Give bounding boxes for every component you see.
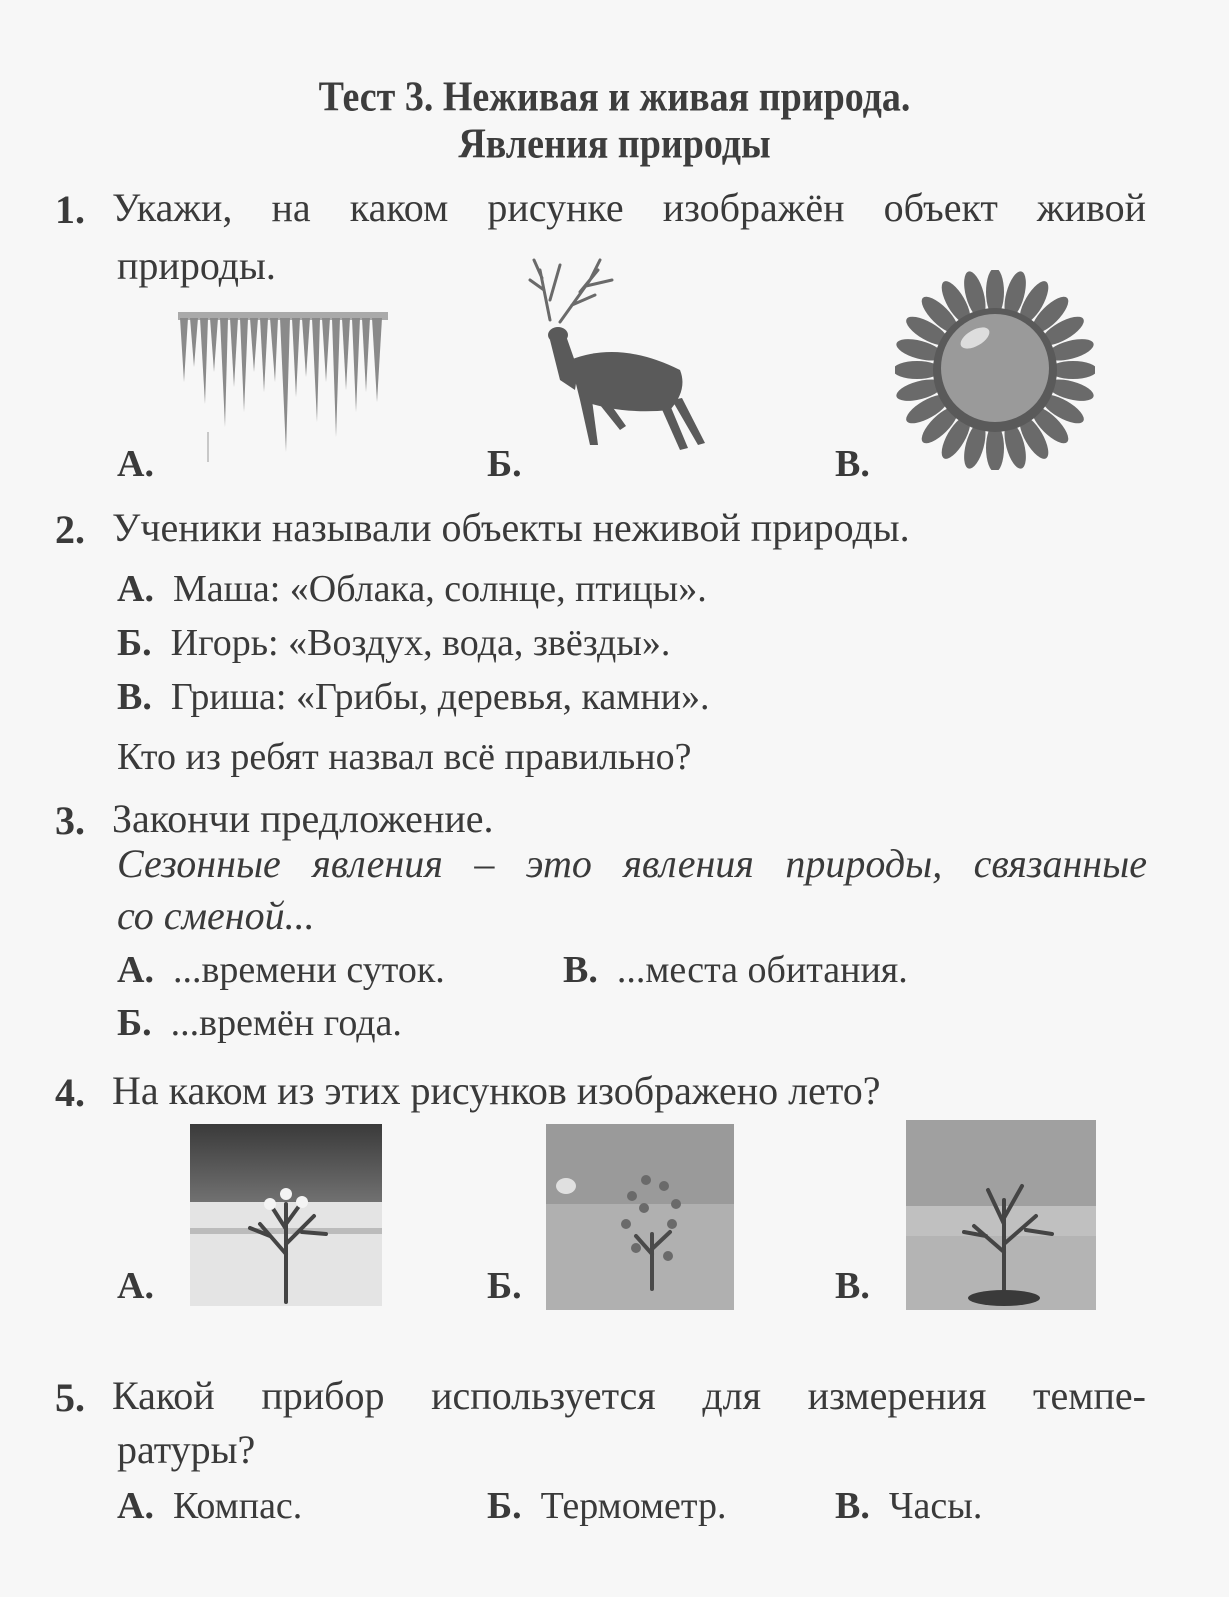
option-text: Термометр. (540, 1485, 727, 1527)
question-5-option-a[interactable] (117, 1484, 302, 1528)
option-text: Компас. (172, 1485, 303, 1527)
option-label: В. (117, 676, 152, 718)
option-text: Часы. (888, 1485, 983, 1527)
question-4-option-b-label[interactable]: Б. (487, 1265, 522, 1307)
question-1-option-v-label[interactable]: В. (835, 443, 870, 485)
option-text: ...времён года. (170, 1002, 402, 1044)
question-4-number: 4. (55, 1070, 85, 1115)
question-3-option-b[interactable] (117, 1001, 402, 1045)
summer-tree-icon[interactable] (546, 1124, 734, 1310)
question-1-text-cont: природы. (117, 243, 276, 288)
option-text: Игорь: «Воздух, вода, звёзды». (170, 622, 671, 664)
question-3-option-v[interactable] (563, 948, 908, 992)
question-2-prompt: Кто из ребят назвал всё правильно? (117, 736, 692, 778)
question-1-option-b-label[interactable]: Б. (487, 443, 522, 485)
option-label: А. (117, 949, 154, 991)
option-text: ...времени суток. (172, 949, 445, 991)
question-2-option-b[interactable] (117, 621, 670, 665)
question-1-option-a-label[interactable]: А. (117, 443, 154, 485)
option-label: В. (835, 1485, 870, 1527)
deer-icon[interactable] (520, 250, 710, 450)
option-text: ...места обитания. (616, 949, 908, 991)
question-3-option-a[interactable] (117, 948, 445, 992)
question-4-option-a-label[interactable]: А. (117, 1265, 154, 1307)
winter-tree-icon[interactable] (190, 1124, 382, 1306)
question-5-option-b[interactable] (487, 1484, 727, 1528)
option-label: В. (563, 949, 598, 991)
question-1-text: Укажи, на каком рисунке изображён объект живой (112, 185, 1146, 230)
autumn-tree-icon[interactable] (906, 1120, 1096, 1310)
question-3-sentence-cont: со сменой... (117, 893, 315, 938)
option-text: Маша: «Облака, солнце, птицы». (172, 568, 707, 610)
question-5-option-v[interactable] (835, 1484, 982, 1528)
question-5-text-cont: ратуры? (117, 1427, 256, 1472)
option-label: Б. (487, 1485, 522, 1527)
question-2-text: Ученики называли объекты неживой природы. (112, 505, 910, 550)
question-2-option-a[interactable] (117, 567, 707, 611)
question-3-text: Закончи предложение. (112, 796, 494, 841)
question-5-text: Какой прибор используется для измерения темпе- (112, 1373, 1146, 1418)
option-label: А. (117, 568, 154, 610)
question-1-number: 1. (55, 187, 85, 232)
question-3-sentence: Сезонные явления – это явления природы, связанные (117, 841, 1147, 886)
option-text: Гриша: «Грибы, деревья, камни». (170, 676, 710, 718)
question-2-option-v[interactable] (117, 675, 710, 719)
sun-icon[interactable] (895, 270, 1095, 470)
option-label: Б. (117, 622, 152, 664)
question-2-number: 2. (55, 507, 85, 552)
option-label: А. (117, 1485, 154, 1527)
test-title: Тест 3. Неживая и живая природа. (318, 73, 911, 121)
question-4-text: На каком из этих рисунков изображено лето? (112, 1068, 881, 1113)
option-label: Б. (117, 1002, 152, 1044)
question-4-option-v-label[interactable]: В. (835, 1265, 870, 1307)
test-subtitle: Явления природы (458, 120, 771, 168)
question-3-number: 3. (55, 798, 85, 843)
icicles-icon[interactable] (178, 312, 388, 462)
question-5-number: 5. (55, 1375, 85, 1420)
